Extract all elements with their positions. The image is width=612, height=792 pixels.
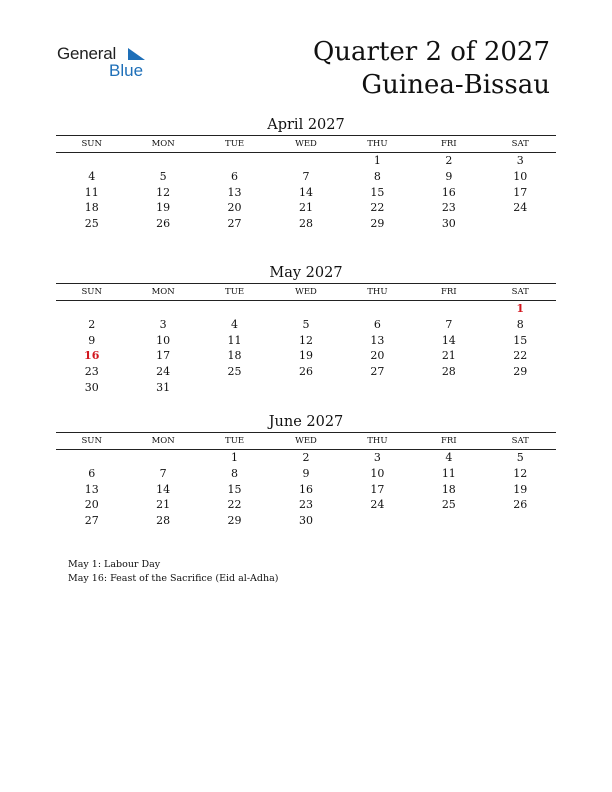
day-cell: 28 — [298, 217, 313, 231]
week-row — [56, 169, 556, 185]
weekday-label: FRI — [440, 436, 457, 446]
day-cell: 25 — [227, 365, 242, 379]
day-cell: 21 — [298, 201, 313, 215]
day-cell: 18 — [84, 201, 99, 215]
month-title: June 2027 — [268, 414, 344, 430]
empty-day-cell — [342, 380, 413, 396]
empty-day-cell — [56, 450, 127, 466]
day-cell: 19 — [298, 349, 313, 363]
month-title: April 2027 — [267, 117, 345, 133]
week-row — [56, 301, 556, 317]
empty-day-cell — [127, 153, 198, 169]
month-grid — [56, 283, 556, 396]
day-cell: 23 — [298, 498, 313, 512]
weekday-label: TUE — [225, 287, 245, 297]
day-cell: 25 — [84, 217, 99, 231]
day-cell: 15 — [370, 185, 385, 199]
empty-day-cell — [270, 153, 341, 169]
day-cell: 28 — [156, 514, 171, 528]
week-row — [56, 482, 556, 498]
day-cell: 28 — [441, 365, 456, 379]
day-cell: 12 — [513, 466, 528, 480]
month-grid — [56, 135, 556, 232]
day-cell: 20 — [370, 349, 385, 363]
empty-day-cell — [413, 513, 484, 529]
day-cell: 8 — [516, 317, 524, 331]
day-cell: 1 — [231, 451, 239, 464]
day-cell: 11 — [84, 185, 99, 199]
weekday-header-row — [56, 136, 556, 153]
day-cell: 30 — [84, 380, 99, 394]
day-cell: 6 — [373, 317, 381, 331]
day-cell: 30 — [298, 514, 313, 528]
day-cell: 21 — [441, 349, 456, 363]
day-cell: 24 — [513, 201, 528, 215]
weekday-label: SUN — [81, 436, 102, 446]
day-cell: 20 — [84, 498, 99, 512]
weekday-label: WED — [295, 287, 317, 297]
day-cell: 14 — [298, 185, 313, 199]
day-cell: 16 — [441, 185, 456, 199]
weekday-label: SUN — [81, 287, 102, 297]
weekday-label: THU — [367, 139, 388, 149]
week-row — [56, 348, 556, 364]
day-cell: 18 — [441, 482, 456, 496]
empty-day-cell — [342, 513, 413, 529]
day-cell: 12 — [156, 185, 171, 199]
day-cell: 15 — [227, 482, 242, 496]
day-cell: 26 — [298, 365, 313, 379]
day-cell: 2 — [302, 451, 310, 464]
week-row — [56, 466, 556, 482]
day-cell: 17 — [370, 482, 385, 496]
day-cell: 26 — [513, 498, 528, 512]
logo-general-text: General — [57, 44, 117, 63]
weekday-label: SAT — [511, 287, 529, 297]
empty-day-cell — [56, 301, 127, 317]
day-cell: 31 — [156, 380, 171, 394]
week-row — [56, 317, 556, 333]
day-cell: 27 — [84, 514, 99, 528]
logo-blue-text: Blue — [109, 61, 144, 80]
weekday-label: WED — [295, 139, 317, 149]
day-cell: 26 — [156, 217, 171, 231]
day-cell: 22 — [227, 498, 242, 512]
weekday-label: MON — [151, 436, 175, 446]
day-cell: 2 — [445, 154, 453, 167]
empty-day-cell — [413, 380, 484, 396]
day-cell: 17 — [156, 349, 171, 363]
generalblue-logo — [57, 44, 157, 84]
day-cell: 9 — [302, 466, 310, 480]
weekday-label: MON — [151, 139, 175, 149]
day-cell: 29 — [370, 217, 385, 231]
day-cell: 4 — [231, 317, 239, 331]
empty-day-cell — [56, 153, 127, 169]
day-cell: 23 — [441, 201, 456, 215]
day-cell: 7 — [445, 317, 453, 331]
week-row — [56, 450, 556, 466]
weekday-label: WED — [295, 436, 317, 446]
month-june — [56, 413, 556, 529]
weekday-label: FRI — [440, 139, 457, 149]
empty-day-cell — [199, 301, 270, 317]
day-cell: 9 — [88, 333, 96, 347]
day-cell: 13 — [227, 185, 242, 199]
quarter-title: Quarter 2 of 2027 — [312, 37, 550, 67]
week-row — [56, 216, 556, 232]
holiday-note: May 16: Feast of the Sacrifice (Eid al-Adha) — [68, 573, 279, 584]
day-cell: 24 — [156, 365, 171, 379]
holiday-note: May 1: Labour Day — [68, 559, 161, 570]
weekday-label: THU — [367, 287, 388, 297]
logo-triangle-icon — [126, 47, 146, 61]
empty-day-cell — [485, 216, 556, 232]
weekday-label: FRI — [440, 287, 457, 297]
empty-day-cell — [270, 380, 341, 396]
month-title: May 2027 — [269, 265, 343, 281]
empty-day-cell — [485, 513, 556, 529]
weekday-label: SUN — [81, 139, 102, 149]
day-cell: 2 — [88, 317, 96, 331]
day-cell: 5 — [516, 451, 524, 464]
day-cell: 9 — [445, 169, 453, 183]
weekday-label: SAT — [511, 436, 529, 446]
empty-day-cell — [413, 301, 484, 317]
country-title: Guinea-Bissau — [361, 70, 550, 100]
day-cell: 17 — [513, 185, 528, 199]
empty-day-cell — [127, 301, 198, 317]
month-april — [56, 116, 556, 232]
weekday-label: TUE — [225, 436, 245, 446]
empty-day-cell — [199, 380, 270, 396]
day-cell: 20 — [227, 201, 242, 215]
day-cell: 3 — [159, 317, 167, 331]
day-cell: 14 — [156, 482, 171, 496]
day-cell: 22 — [513, 349, 528, 363]
day-cell: 11 — [441, 466, 456, 480]
day-cell: 29 — [513, 365, 528, 379]
day-cell: 10 — [370, 466, 385, 480]
holiday-day-cell: 1 — [516, 302, 525, 315]
day-cell: 27 — [227, 217, 242, 231]
day-cell: 12 — [298, 333, 313, 347]
week-row — [56, 200, 556, 216]
empty-day-cell — [199, 153, 270, 169]
empty-day-cell — [270, 301, 341, 317]
week-row — [56, 497, 556, 513]
day-cell: 8 — [373, 169, 381, 183]
day-cell: 27 — [370, 365, 385, 379]
empty-day-cell — [485, 380, 556, 396]
day-cell: 18 — [227, 349, 242, 363]
day-cell: 19 — [156, 201, 171, 215]
day-cell: 6 — [231, 169, 239, 183]
weekday-label: MON — [151, 287, 175, 297]
empty-day-cell — [342, 301, 413, 317]
day-cell: 22 — [370, 201, 385, 215]
month-grid — [56, 432, 556, 529]
day-cell: 5 — [159, 169, 167, 183]
day-cell: 1 — [373, 154, 381, 167]
day-cell: 8 — [231, 466, 239, 480]
day-cell: 29 — [227, 514, 242, 528]
day-cell: 3 — [516, 154, 524, 167]
day-cell: 24 — [370, 498, 385, 512]
day-cell: 4 — [445, 451, 453, 464]
weekday-header-row — [56, 284, 556, 301]
day-cell: 7 — [302, 169, 310, 183]
week-row — [56, 333, 556, 349]
day-cell: 23 — [84, 365, 99, 379]
holiday-notes — [68, 558, 278, 586]
day-cell: 10 — [156, 333, 171, 347]
day-cell: 11 — [227, 333, 242, 347]
day-cell: 19 — [513, 482, 528, 496]
weekday-label: SAT — [511, 139, 529, 149]
day-cell: 7 — [159, 466, 167, 480]
weekday-label: THU — [367, 436, 388, 446]
day-cell: 16 — [298, 482, 313, 496]
weekday-label: TUE — [225, 139, 245, 149]
day-cell: 4 — [88, 169, 96, 183]
week-row — [56, 185, 556, 201]
day-cell: 10 — [513, 169, 528, 183]
day-cell: 13 — [84, 482, 99, 496]
day-cell: 3 — [373, 451, 381, 464]
day-cell: 14 — [441, 333, 456, 347]
week-row — [56, 153, 556, 169]
day-cell: 13 — [370, 333, 385, 347]
month-may — [56, 264, 556, 396]
holiday-day-cell: 16 — [84, 349, 100, 363]
week-row — [56, 380, 556, 396]
week-row — [56, 364, 556, 380]
day-cell: 6 — [88, 466, 96, 480]
week-row — [56, 513, 556, 529]
day-cell: 30 — [441, 217, 456, 231]
day-cell: 21 — [156, 498, 171, 512]
day-cell: 5 — [302, 317, 310, 331]
empty-day-cell — [127, 450, 198, 466]
day-cell: 25 — [441, 498, 456, 512]
weekday-header-row — [56, 433, 556, 450]
day-cell: 15 — [513, 333, 528, 347]
